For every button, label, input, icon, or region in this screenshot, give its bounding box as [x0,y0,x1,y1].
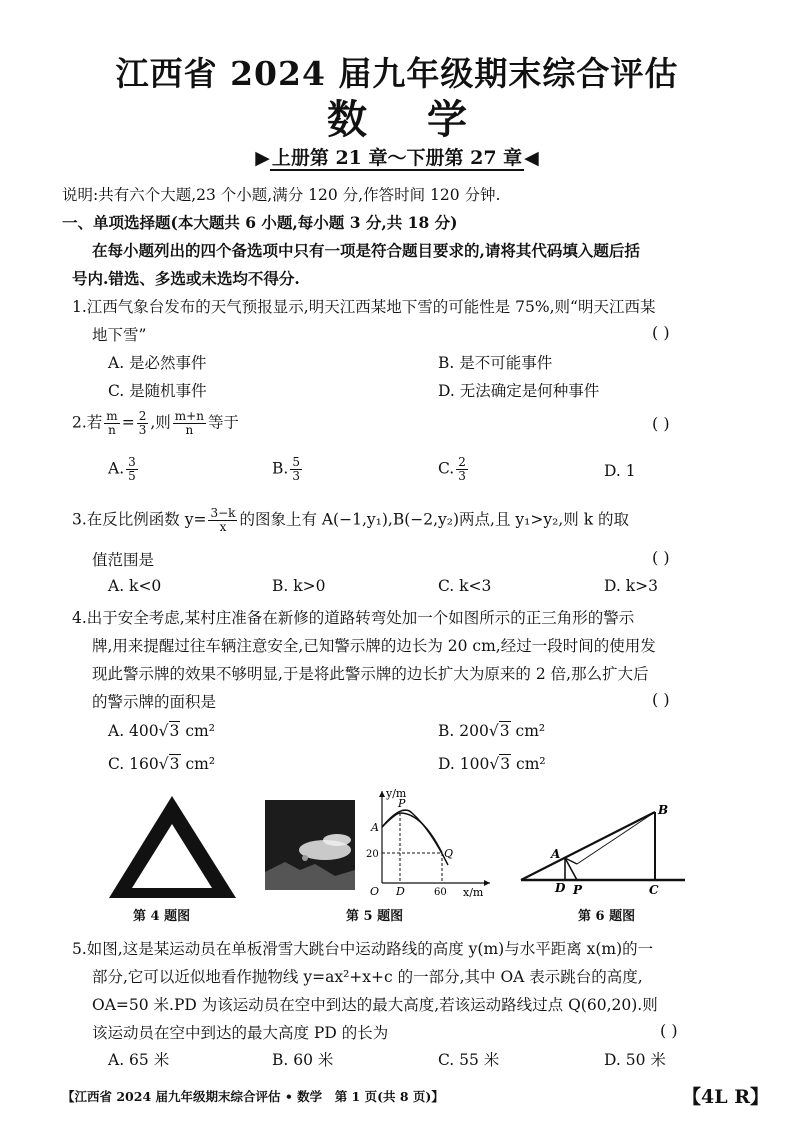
instructions: 说明:共有六个大题,23 个小题,满分 120 分,作答时间 120 分钟. [62,186,501,204]
q4-stem-line4: 的警示牌的面积是 [92,693,217,711]
q4-d-coef: D. 100 [438,755,490,773]
q4-d-radicand: 3 [500,755,511,773]
figure4-caption: 第 4 题图 [133,909,191,924]
q1-stem-line2: 地下雪” [92,326,147,344]
figure6-point-d: D [555,881,566,895]
section1-desc-line2: 号内.错选、多选或未选均不得分. [72,269,300,288]
q3-option-d: D. k>3 [604,577,658,595]
section1-heading: 一、单项选择题(本大题共 6 小题,每小题 3 分,共 18 分) [62,213,458,232]
q4-option-a: A. 400√3 cm² [108,722,215,740]
left-triangle-icon: ◀ [524,147,539,169]
q1-answer-paren: ( ) [652,323,670,342]
figure6-point-c: C [649,883,659,897]
q2-frac2-num: 2 [138,409,147,423]
q1-option-b: B. 是不可能事件 [438,354,553,372]
subject-title: 数学 [327,96,527,143]
q2-c-den: 3 [458,469,466,483]
q2-a-den: 5 [128,469,136,483]
page-footer: 【江西省 2024 届九年级期末综合评估 • 数学 第 1 页(共 8 页)】 [62,1089,444,1104]
q5-option-c: C. 55 米 [438,1051,500,1069]
q2-option-b [272,456,304,483]
q3-frac [208,507,237,534]
figure5-tick-20: 20 [366,849,379,860]
right-triangle-icon: ▶ [255,147,270,169]
q4-option-c: C. 160√3 cm² [108,755,216,773]
q4-d-unit: cm² [516,755,546,773]
q4-stem-line1: 4.出于安全考虑,某村庄准备在新修的道路转弯处加一个如图所示的正三角形的警示 [72,609,635,627]
figure5-tick-60: 60 [434,887,447,897]
q2-option-a-frac [126,456,138,483]
figure6-caption: 第 6 题图 [578,909,636,924]
q2-frac-sum [173,410,206,437]
q3-stem-line2: 值范围是 [92,551,155,569]
figure4-warning-sign [105,792,240,902]
q2-suffix: 等于 [207,413,239,432]
figure5-point-q: Q [444,847,454,860]
q2-frac2-den: 3 [138,423,147,437]
q5-stem-line2: 部分,它可以近似地看作抛物线 y=ax²+x+c 的一部分,其中 OA 表示跳台的高度, [92,968,643,986]
exam-title: 江西省 2024 届九年级期末综合评估 [115,54,679,93]
q4-option-d: D. 100√3 cm² [438,755,546,773]
q2-a-num: 3 [128,455,136,469]
q5-answer-paren: ( ) [660,1021,678,1040]
q5-option-b: B. 60 米 [272,1051,334,1069]
q3-prefix: 3.在反比例函数 y= [72,510,207,529]
q3-frac-den: x [219,520,227,534]
q1-option-c: C. 是随机事件 [108,382,207,400]
q3-option-a: A. k<0 [108,577,162,595]
q2-mid: ,则 [150,413,171,432]
q3-stem-line1 [72,507,629,534]
figure5-x-label: x/m [463,886,484,897]
q1-option-a: A. 是必然事件 [108,354,207,372]
q2-option-a [108,456,140,483]
q5-option-a: A. 65 米 [108,1051,170,1069]
chapter-scope [0,143,794,170]
q2-option-d: D. 1 [604,462,636,480]
q4-b-unit: cm² [515,722,546,740]
q2-answer-paren: ( ) [652,414,670,433]
q3-frac-num: 3−k [210,506,236,520]
section1-desc-line1: 在每小题列出的四个备选项中只有一项是符合题目要求的,请将其代码填入题后括 [92,241,640,260]
q2-c-num: 2 [458,455,466,469]
figure5-point-d: D [396,885,405,897]
q3-answer-paren: ( ) [652,548,670,567]
q4-b-radicand: 3 [499,722,510,740]
q4-a-unit: cm² [185,722,215,740]
figure5-origin: O [370,885,380,897]
q2-frac1-den: n [108,423,116,437]
q2-option-b-label: B. [272,459,289,478]
q2-option-c [438,456,470,483]
q3-suffix: 的图象上有 A(−1,y₁),B(−2,y₂)两点,且 y₁>y₂,则 k 的取 [239,510,630,529]
q2-equals: = [121,413,135,432]
q5-option-d: D. 50 米 [604,1051,666,1069]
q2-stem [72,410,239,437]
q4-a-coef: A. 400 [108,722,159,740]
q5-stem-line4: 该运动员在空中到达的最大高度 PD 的长为 [92,1024,389,1042]
q2-option-a-label: A. [108,459,125,478]
q4-option-b: B. 200√3 cm² [438,722,546,740]
q2-frac3-den: n [185,423,194,437]
q4-stem-line2: 牌,用来提醒过往车辆注意安全,已知警示牌的边长为 20 cm,经过一段时间的使用发 [92,637,656,655]
q4-stem-line3: 现此警示牌的效果不够明显,于是将此警示牌的边长扩大为原来的 2 倍,那么扩大后 [92,665,649,683]
q2-option-c-frac [456,456,468,483]
figure5-point-p: P [398,797,406,810]
figure5-y-label: y/m [386,787,407,800]
figure6-point-b: B [658,803,669,817]
q5-stem-line3: OA=50 米.PD 为该运动员在空中到达的最大高度,若该运动路线过点 Q(60,20).则 [92,996,658,1014]
q2-frac-2-3 [137,410,149,437]
q4-c-coef: C. 160 [108,755,159,773]
q2-frac-m-n [104,410,119,437]
q3-option-b: B. k>0 [272,577,326,595]
paper-code: 【4L R】 [682,1086,769,1108]
q2-prefix: 2.若 [72,413,103,432]
figure5-trajectory-graph [360,785,495,897]
q3-option-c: C. k<3 [438,577,492,595]
q2-frac1-num: m [106,409,118,423]
chapter-scope-text: 上册第 21 章～下册第 27 章 [271,147,523,169]
q2-option-b-frac [290,456,302,483]
figure6-point-a: A [551,847,561,861]
figure5-caption: 第 5 题图 [346,909,404,924]
q4-a-radicand: 3 [169,722,180,740]
q4-b-coef: B. 200 [438,722,489,740]
q1-stem-line1: 1.江西气象台发布的天气预报显示,明天江西某地下雪的可能性是 75%,则“明天江西某 [72,298,656,316]
figure5-ski-photo [265,800,355,890]
figure6-point-p: P [573,883,583,897]
q2-b-num: 5 [292,455,300,469]
q5-stem-line1: 5.如图,这是某运动员在单板滑雪大跳台中运动路线的高度 y(m)与水平距离 x(m)的一 [72,940,654,958]
q2-b-den: 3 [292,469,300,483]
figure6-diagram [515,800,690,900]
q1-option-d: D. 无法确定是何种事件 [438,382,600,400]
q2-option-c-label: C. [438,459,455,478]
q4-answer-paren: ( ) [652,690,670,709]
q4-c-unit: cm² [185,755,216,773]
q2-frac3-num: m+n [174,409,204,423]
figure5-point-a: A [371,821,379,834]
q4-c-radicand: 3 [169,755,180,773]
